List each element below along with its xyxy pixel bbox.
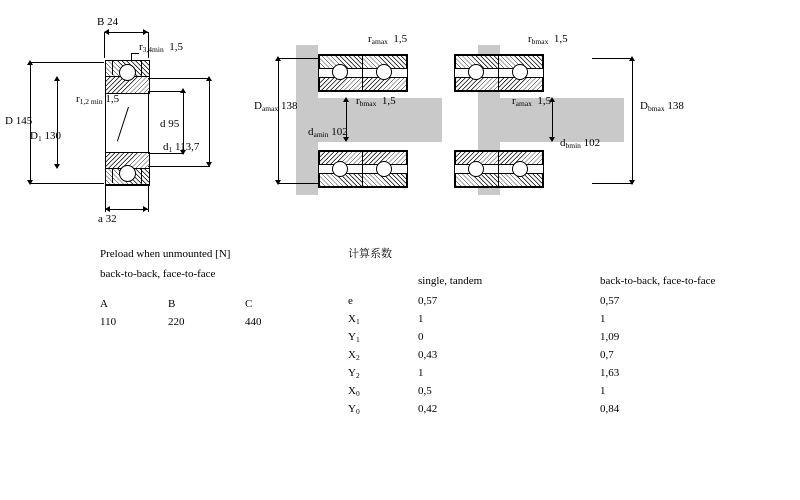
dim-r12min-label: $r_{1,2 min}$ 1,5 bbox=[76, 93, 120, 106]
factors-row-label-6: $Y_0$ bbox=[348, 403, 360, 416]
ball-lt-b bbox=[376, 64, 392, 80]
dim-dbmin-label: $d_{bmin}$ 102 bbox=[560, 137, 601, 150]
factors-row-single-5: 0,5 bbox=[418, 385, 432, 397]
dim-Dbmax-label: $D_{bmax}$ 138 bbox=[640, 100, 684, 113]
dim-r34min-label: $r_{3,4min}$ 1,5 bbox=[139, 41, 183, 54]
preload-table-title: Preload when unmounted [N] bbox=[100, 248, 231, 260]
dim-D1-label: $D_1$ 130 bbox=[30, 130, 61, 143]
right-mounted-arrangement-drawing bbox=[254, 0, 800, 240]
factors-row-single-6: 0,42 bbox=[418, 403, 438, 415]
preload-col-C: C bbox=[245, 298, 253, 310]
factors-row-single-0: 0,57 bbox=[418, 295, 438, 307]
factors-row-label-1: $X_1$ bbox=[348, 313, 360, 326]
factors-table bbox=[348, 248, 788, 418]
dim-Damax-label: $D_{amax}$ 138 bbox=[254, 100, 298, 113]
dim-a-label: a 32 bbox=[98, 213, 117, 225]
factors-row-pair-3: 0,7 bbox=[600, 349, 614, 361]
factors-row-single-1: 1 bbox=[418, 313, 424, 325]
factors-row-pair-1: 1 bbox=[600, 313, 606, 325]
dim-B-label: B 24 bbox=[97, 16, 119, 28]
factors-row-pair-0: 0,57 bbox=[600, 295, 620, 307]
preload-table bbox=[100, 248, 320, 338]
factors-row-label-0: e bbox=[348, 295, 353, 307]
factors-row-single-2: 0 bbox=[418, 331, 424, 343]
housing-block-bottom-left bbox=[296, 167, 318, 195]
factors-row-pair-2: 1,09 bbox=[600, 331, 620, 343]
factors-table-title: 计算系数 bbox=[348, 247, 392, 260]
dim-d1-label: $d_1$ 113,7 bbox=[163, 141, 200, 154]
label-ramax-top-left: $r_{amax}$ 1,5 bbox=[368, 33, 408, 46]
label-rbmax-mid-left: $r_{bmax}$ 1,5 bbox=[356, 95, 396, 108]
factors-row-pair-5: 1 bbox=[600, 385, 606, 397]
preload-col-A: A bbox=[100, 298, 108, 310]
factors-col-header-pair: back-to-back, face-to-face bbox=[600, 275, 716, 287]
ball-lb-b bbox=[376, 161, 392, 177]
shaft-block-left bbox=[296, 73, 318, 167]
label-ramax-mid-right: $r_{amax}$ 1,5 bbox=[512, 95, 552, 108]
factors-row-label-2: $Y_1$ bbox=[348, 331, 360, 344]
factors-row-label-5: $X_0$ bbox=[348, 385, 360, 398]
factors-row-label-3: $X_2$ bbox=[348, 349, 360, 362]
left-cross-section-drawing bbox=[0, 0, 260, 240]
label-rbmax-top-right: $r_{bmax}$ 1,5 bbox=[528, 33, 568, 46]
factors-row-single-4: 1 bbox=[418, 367, 424, 379]
ball-lb-a bbox=[332, 161, 348, 177]
factors-row-single-3: 0,43 bbox=[418, 349, 438, 361]
preload-col-B: B bbox=[168, 298, 176, 310]
dim-damin-label: $d_{amin}$ 102 bbox=[308, 126, 348, 139]
rolling-element-upper bbox=[119, 64, 136, 81]
dim-D-label: D 145 bbox=[5, 115, 33, 127]
preload-val-B: 220 bbox=[168, 316, 185, 328]
factors-row-pair-6: 0,84 bbox=[600, 403, 620, 415]
factors-row-pair-4: 1,63 bbox=[600, 367, 620, 379]
factors-row-label-4: $Y_2$ bbox=[348, 367, 360, 380]
factors-col-header-single: single, tandem bbox=[418, 275, 483, 287]
preload-table-subtitle: back-to-back, face-to-face bbox=[100, 268, 216, 280]
ball-lt-a bbox=[332, 64, 348, 80]
ball-rb-b bbox=[512, 161, 528, 177]
dim-d-label: d 95 bbox=[160, 118, 180, 130]
preload-val-A: 110 bbox=[100, 316, 117, 328]
preload-val-C: 440 bbox=[245, 316, 262, 328]
rolling-element-lower bbox=[119, 165, 136, 182]
housing-block-top-left bbox=[296, 45, 318, 73]
ball-rt-b bbox=[512, 64, 528, 80]
ball-rt-a bbox=[468, 64, 484, 80]
ball-rb-a bbox=[468, 161, 484, 177]
